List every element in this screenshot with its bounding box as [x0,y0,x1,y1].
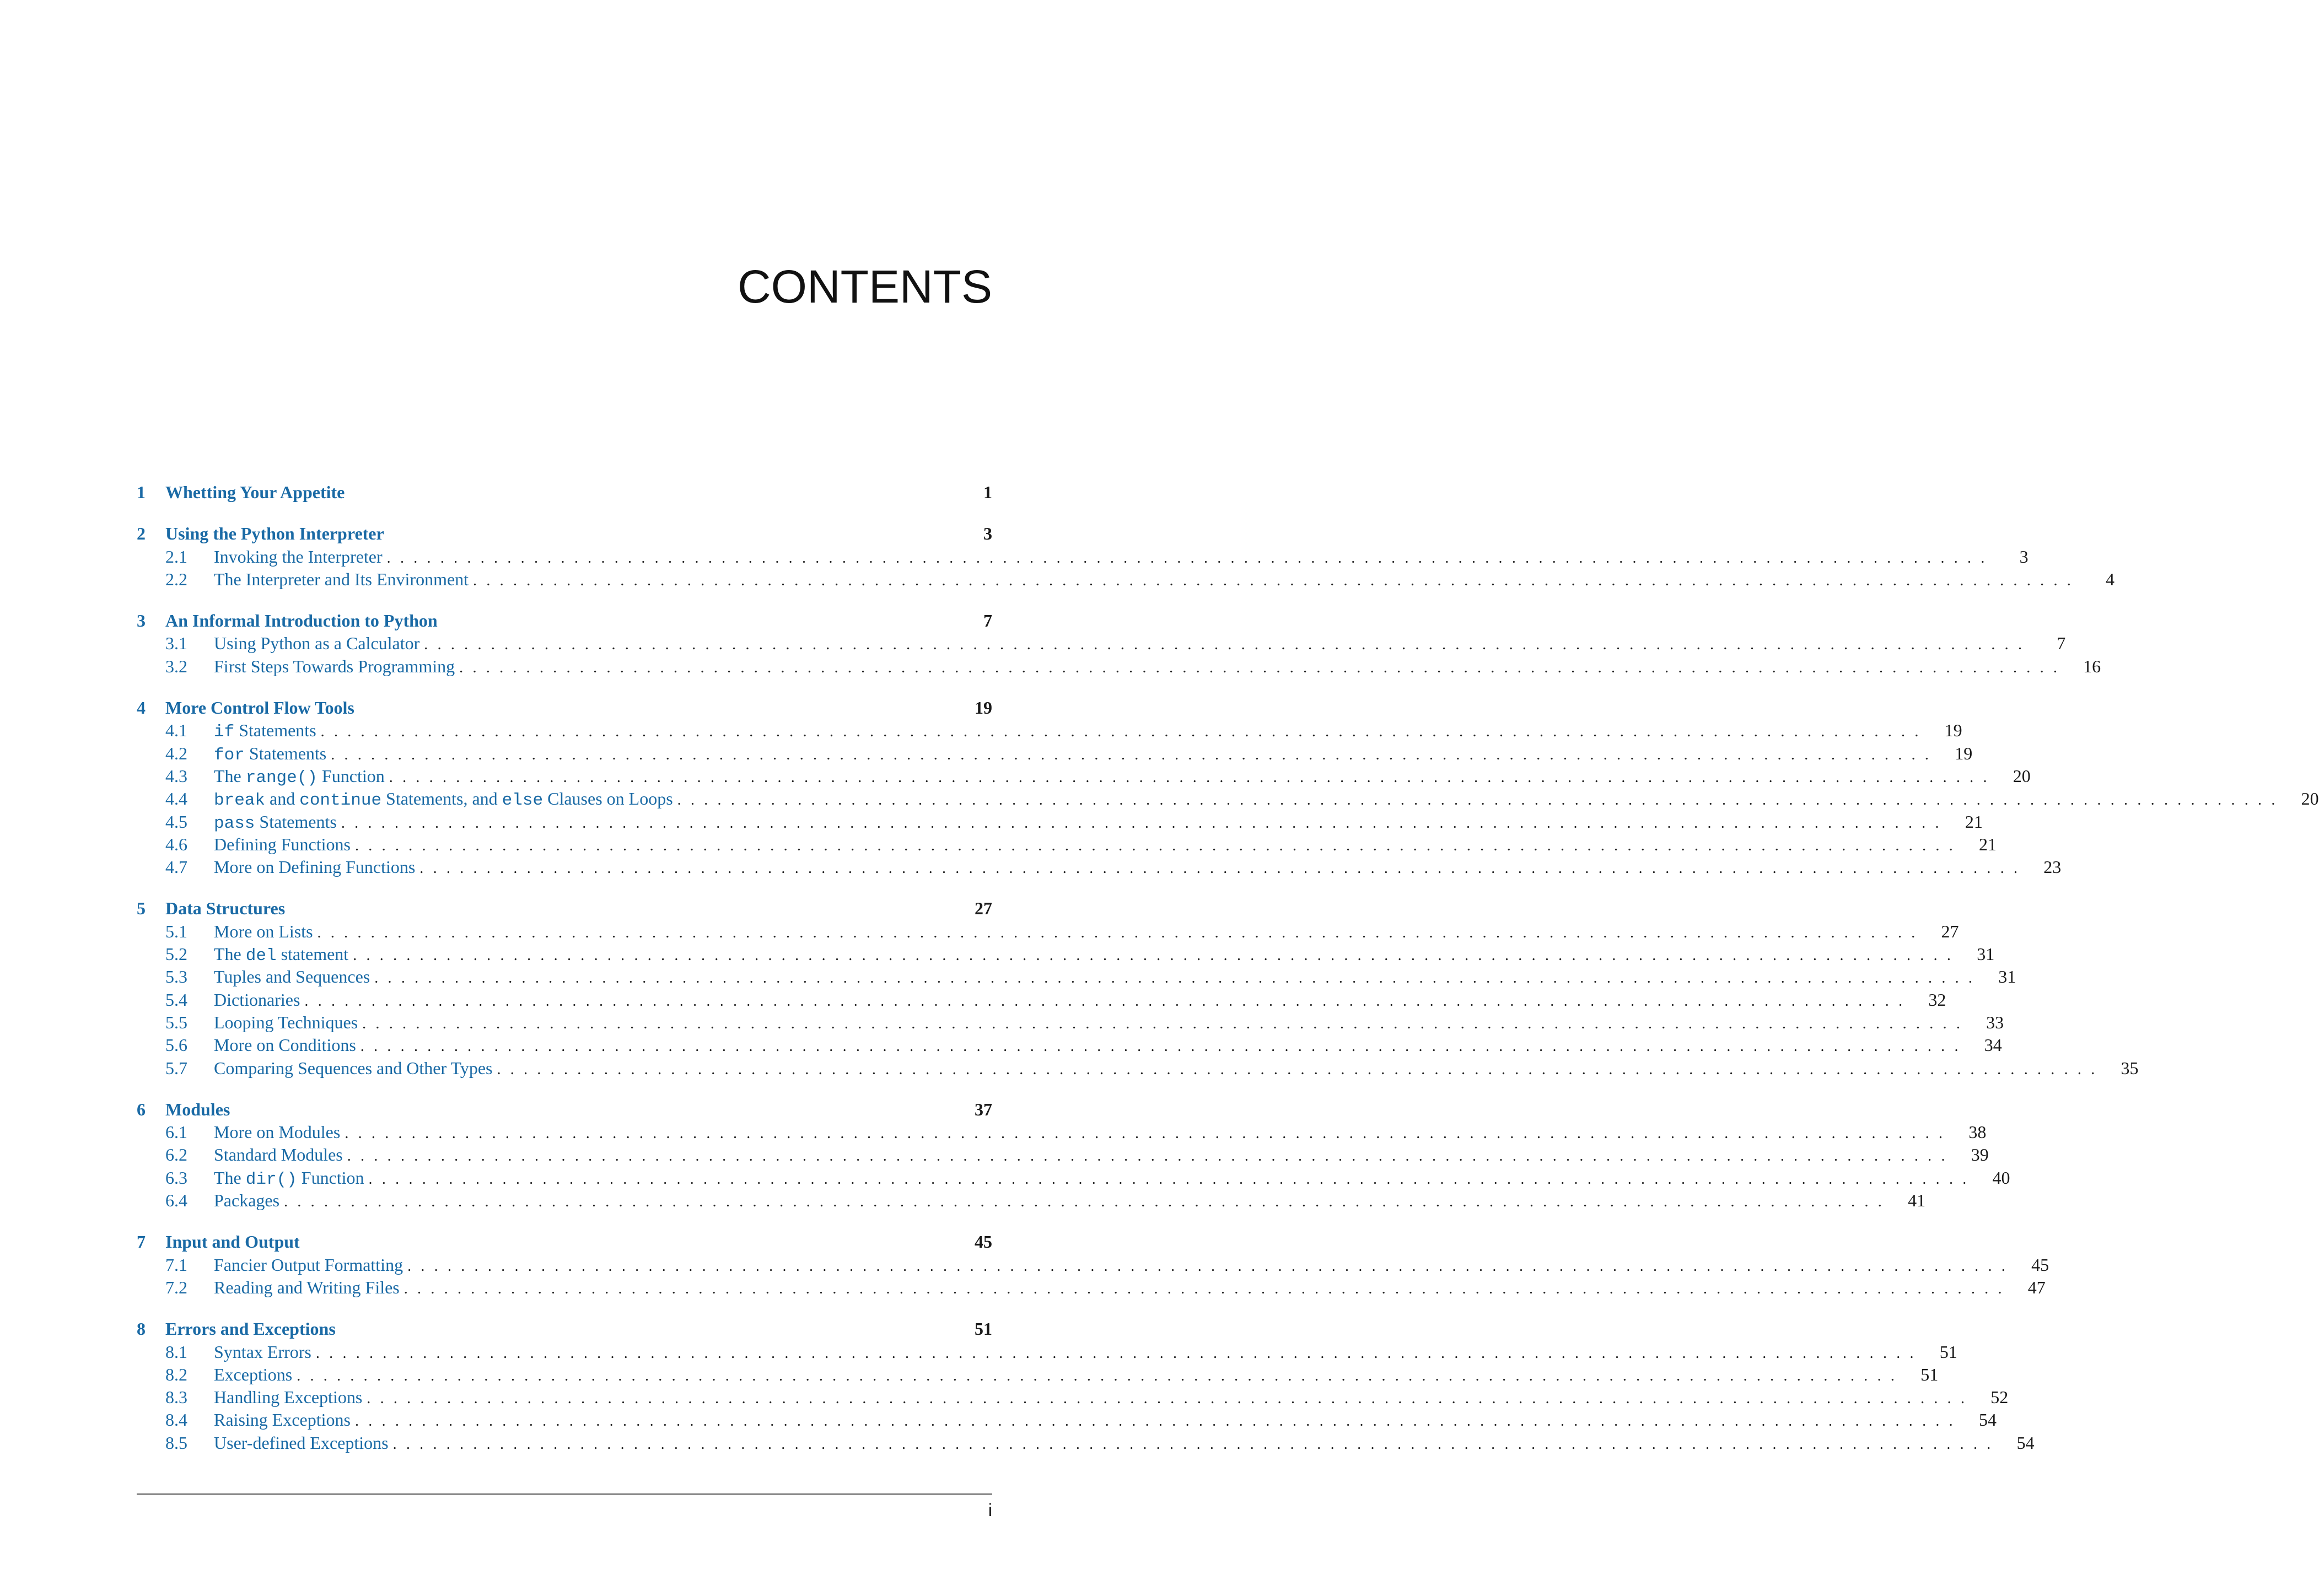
dot-leader: ........................................................................................................................ [386,549,1994,567]
section-title-link[interactable] [214,811,341,835]
section-page-number: 19 [1944,720,1962,741]
toc-chapter-entry[interactable] [137,1231,992,1253]
dot-leader: ........................................................................................................................ [407,1257,2015,1275]
dot-leader: ........................................................................................................................ [374,969,1982,987]
section-number[interactable]: 6.1 [165,1122,187,1142]
section-title-link[interactable] [214,1276,404,1299]
chapter-title-link[interactable]: Whetting Your Appetite [165,482,345,502]
section-title-text: More on Conditions [214,1035,356,1055]
section-title-link[interactable] [214,1167,369,1191]
section-title-text: Fancier Output Formatting [214,1254,403,1275]
section-title-text: Reading and Writing Files [214,1277,400,1297]
section-number[interactable]: 6.3 [165,1167,187,1188]
toc-section-entry[interactable] [137,1144,1989,1166]
dot-leader: ........................................................................................................................ [389,768,1997,786]
toc-section-entry[interactable] [137,1363,1939,1386]
section-number[interactable]: 5.6 [165,1035,187,1055]
section-title-link[interactable] [214,632,424,655]
chapter-title-link[interactable]: Errors and Exceptions [165,1319,336,1339]
code-keyword: range() [245,768,318,788]
section-title-text: The [214,765,246,786]
dot-leader: ........................................................................................................................ [345,1125,1952,1142]
dot-leader: ........................................................................................................................ [331,746,1939,763]
dot-leader: ........................................................................................................................ [473,571,2081,589]
section-number[interactable]: 5.4 [165,989,187,1010]
section-number[interactable]: 4.5 [165,811,187,832]
section-title-link[interactable] [214,1341,316,1363]
toc-chapter [137,1318,2035,1454]
section-page-number: 41 [1908,1190,1926,1211]
section-title-link[interactable] [214,742,331,767]
toc-section-entry[interactable] [137,1189,1926,1212]
toc-section-entry[interactable] [137,1432,2035,1454]
toc-chapter-entry[interactable] [137,697,992,719]
chapter-number[interactable]: 5 [137,898,146,919]
section-title-text: Raising Exceptions [214,1410,351,1430]
toc-section-entry[interactable] [137,655,2101,678]
chapter-page-number: 19 [975,698,992,718]
footer-page-number: i [988,1500,992,1520]
toc-chapter [137,697,2319,878]
toc-section-entry[interactable] [137,765,2031,788]
section-number[interactable]: 6.2 [165,1145,187,1165]
toc-section-entry[interactable] [137,811,1983,833]
toc-section-entry[interactable] [137,719,1962,742]
dot-leader: ........................................................................................................................ [459,659,2067,676]
code-keyword: break [214,791,266,811]
section-title-link[interactable] [214,788,677,812]
dot-leader: ........................................................................................................................ [362,1015,1970,1032]
section-title-text: Packages [214,1190,280,1211]
section-title-link[interactable] [214,1189,284,1212]
dot-leader: ........................................................................................................................ [347,1147,1955,1165]
dot-leader: ........................................................................................................................ [315,1344,1923,1362]
section-number[interactable]: 3.1 [165,633,187,654]
section-title-text: Clauses on Loops [543,789,673,809]
section-title-link[interactable] [214,568,473,591]
chapter-title-link[interactable]: Modules [165,1099,230,1119]
section-title-link[interactable] [214,1432,393,1454]
section-title-text: Statements [244,743,327,763]
section-page-number: 35 [2121,1058,2139,1078]
section-title-link[interactable] [214,833,355,856]
code-keyword: if [214,722,235,742]
section-number[interactable]: 8.1 [165,1341,187,1362]
section-page-number: 47 [2027,1277,2046,1297]
chapter-number[interactable]: 8 [137,1319,146,1339]
dot-leader: ........................................................................................................................ [419,860,2027,877]
toc-section-entry[interactable] [137,568,2115,591]
section-page-number: 38 [1968,1122,1987,1142]
section-number[interactable]: 4.4 [165,789,187,809]
section-page-number: 52 [1990,1387,2009,1408]
section-number[interactable]: 8.4 [165,1410,187,1430]
chapter-number[interactable]: 6 [137,1099,146,1119]
chapter-number[interactable]: 7 [137,1232,146,1252]
section-number[interactable]: 2.1 [165,546,187,567]
toc-section-entry[interactable] [137,833,1997,856]
section-page-number: 31 [1998,967,2016,987]
code-keyword: for [214,745,245,765]
toc-section-entry[interactable] [137,989,1946,1011]
dot-leader: ........................................................................................................................ [368,1170,1976,1188]
section-number[interactable]: 5.3 [165,967,187,987]
section-title-text: Syntax Errors [214,1341,311,1362]
section-title-link[interactable] [214,546,387,568]
toc-section-entry[interactable] [137,1167,2010,1189]
toc-section-entry[interactable] [137,1341,1957,1363]
toc-section-entry[interactable] [137,1034,2002,1056]
section-title-link[interactable] [214,920,318,943]
section-number[interactable]: 7.1 [165,1254,187,1275]
toc-section-entry[interactable] [137,1057,2139,1080]
chapter-number[interactable]: 4 [137,698,146,718]
dot-leader: ........................................................................................................................ [367,1390,1974,1408]
toc-chapter [137,481,992,504]
section-title-link[interactable] [214,1144,347,1166]
section-title-link[interactable] [214,1363,297,1386]
toc-section-entry[interactable] [137,632,2066,655]
section-page-number: 45 [2031,1254,2049,1275]
toc-section-entry[interactable] [137,1121,1987,1144]
section-title-link[interactable] [214,765,389,789]
section-title-link[interactable] [214,1057,497,1080]
section-title-link[interactable] [214,989,304,1011]
section-title-link[interactable] [214,655,459,678]
section-number[interactable]: 3.2 [165,656,187,676]
chapter-title-link[interactable]: Input and Output [165,1232,300,1252]
dot-leader: ........................................................................................................................ [317,924,1925,941]
section-title-text: More on Modules [214,1122,341,1142]
section-title-text: The [214,1167,246,1188]
toc-chapter-entry[interactable] [137,481,992,504]
section-page-number: 27 [1941,921,1959,941]
section-number[interactable]: 5.7 [165,1058,187,1078]
section-title-text: Defining Functions [214,834,351,854]
section-page-number: 51 [1939,1341,1957,1362]
section-title-text: statement [276,944,349,964]
toc-chapter [137,1231,2049,1299]
chapter-number[interactable]: 3 [137,611,146,631]
section-title-text: and [265,789,300,809]
section-title-text: Comparing Sequences and Other Types [214,1058,493,1078]
section-number[interactable]: 8.5 [165,1432,187,1453]
section-title-link[interactable] [214,1254,407,1276]
footer-rule [137,1493,992,1495]
dot-leader: ........................................................................................................................ [297,1367,1904,1384]
section-number[interactable]: 5.2 [165,944,187,964]
section-title-text: More on Defining Functions [214,857,416,877]
section-title-link[interactable] [214,966,374,988]
code-keyword: else [502,791,544,811]
section-title-link[interactable] [214,1409,355,1431]
section-number[interactable]: 7.2 [165,1277,187,1297]
toc-section-entry[interactable] [137,546,2029,568]
code-keyword: pass [214,813,255,833]
toc-chapter-entry[interactable] [137,897,992,920]
section-title-text: Using Python as a Calculator [214,633,420,654]
section-title-text: More on Lists [214,921,313,941]
toc-section-entry[interactable] [137,1409,1997,1431]
section-title-link[interactable] [214,856,419,878]
chapter-title-link[interactable]: Using the Python Interpreter [165,524,384,544]
chapter-title-link[interactable]: Data Structures [165,898,286,919]
toc-chapter-entry[interactable] [137,522,992,545]
dot-leader: ........................................................................................................................ [353,947,1961,964]
toc-section-entry[interactable] [137,1386,2009,1409]
dot-leader: ........................................................................................................................ [497,1060,2105,1078]
section-page-number: 16 [2083,656,2101,676]
section-title-link[interactable] [214,943,353,967]
section-page-number: 20 [2013,765,2031,786]
section-title-text: Dictionaries [214,989,300,1010]
section-title-text: Statements [234,720,316,741]
section-page-number: 33 [1986,1012,2004,1032]
section-number[interactable]: 4.3 [165,765,187,786]
dot-leader: ........................................................................................................................ [304,992,1912,1010]
section-title-text: Handling Exceptions [214,1387,363,1408]
section-page-number: 32 [1928,989,1946,1010]
toc-chapter [137,897,2139,1079]
section-title-link[interactable] [214,1011,362,1034]
section-title-link[interactable] [214,1121,345,1144]
chapter-page-number: 7 [983,611,992,631]
section-page-number: 54 [1978,1410,1997,1430]
code-keyword: dir() [245,1169,297,1189]
dot-leader: ........................................................................................................................ [354,837,1962,854]
section-title-text: User-defined Exceptions [214,1432,389,1453]
toc-chapter-entry[interactable] [137,1098,992,1121]
section-number[interactable]: 8.2 [165,1364,187,1384]
section-page-number: 3 [2019,546,2029,567]
toc-section-entry[interactable] [137,856,2062,878]
dot-leader: ........................................................................................................................ [403,1280,2011,1297]
dot-leader: ........................................................................................................................ [341,814,1949,832]
section-title-text: The Interpreter and Its Environment [214,569,469,589]
section-page-number: 23 [2043,857,2062,877]
section-number[interactable]: 6.4 [165,1190,187,1211]
section-number[interactable]: 2.2 [165,569,187,589]
section-title-text: Exceptions [214,1364,293,1384]
toc-section-entry[interactable] [137,788,2319,811]
section-number[interactable]: 4.6 [165,834,187,854]
section-page-number: 40 [1992,1167,2010,1188]
section-title-text: Standard Modules [214,1145,343,1165]
toc-section-entry[interactable] [137,943,1995,966]
section-page-number: 19 [1955,743,1973,763]
dot-leader: ........................................................................................................................ [360,1038,1968,1055]
dot-leader: ........................................................................................................................ [392,1435,2000,1453]
dot-leader: ........................................................................................................................ [284,1193,1892,1211]
toc-chapter [137,522,2115,591]
code-keyword: continue [299,791,382,811]
code-keyword: del [245,946,277,966]
section-number[interactable]: 5.1 [165,921,187,941]
section-title-text: Function [317,765,385,786]
section-page-number: 51 [1920,1364,1939,1384]
section-number[interactable]: 4.7 [165,857,187,877]
toc-chapter [137,610,2101,678]
chapter-title-link[interactable]: More Control Flow Tools [165,698,354,718]
section-title-text: Tuples and Sequences [214,967,370,987]
chapter-number[interactable]: 2 [137,524,146,544]
dot-leader: ........................................................................................................................ [424,636,2032,654]
dot-leader: ........................................................................................................................ [320,723,1928,741]
section-page-number: 21 [1965,811,1983,832]
toc-section-entry[interactable] [137,1254,2049,1276]
dot-leader: ........................................................................................................................ [354,1412,1962,1430]
chapter-page-number: 27 [975,898,992,919]
section-number[interactable]: 4.2 [165,743,187,763]
toc-chapter-entry[interactable] [137,1318,992,1340]
section-page-number: 34 [1984,1035,2002,1055]
section-page-number: 7 [2057,633,2066,654]
dot-leader: ........................................................................................................................ [677,791,2285,809]
section-title-text: Statements [255,811,337,832]
section-title-link[interactable] [214,1034,361,1056]
toc-section-entry[interactable] [137,742,1973,765]
chapter-page-number: 51 [975,1319,992,1339]
section-title-link[interactable] [214,719,321,743]
section-page-number: 39 [1971,1145,1989,1165]
section-title-text: The [214,944,246,964]
toc-section-entry[interactable] [137,966,2016,988]
section-page-number: 54 [2016,1432,2035,1453]
section-title-text: Statements, and [381,789,502,809]
table-of-contents [137,481,2319,1473]
section-page-number: 4 [2106,569,2115,589]
chapter-page-number: 3 [983,524,992,544]
section-page-number: 20 [2301,789,2319,809]
section-title-text: Function [297,1167,364,1188]
page-title: CONTENTS [738,261,992,312]
section-number[interactable]: 4.1 [165,720,187,741]
section-number[interactable]: 5.5 [165,1012,187,1032]
section-page-number: 21 [1978,834,1997,854]
section-title-text: First Steps Towards Programming [214,656,455,676]
chapter-page-number: 45 [975,1232,992,1252]
chapter-page-number: 1 [983,482,992,502]
chapter-title-link[interactable]: An Informal Introduction to Python [165,611,438,631]
toc-section-entry[interactable] [137,920,1959,943]
section-page-number: 31 [1977,944,1995,964]
section-title-text: Looping Techniques [214,1012,358,1032]
toc-section-entry[interactable] [137,1011,2004,1034]
toc-section-entry[interactable] [137,1276,2046,1299]
section-number[interactable]: 8.3 [165,1387,187,1408]
toc-chapter-entry[interactable] [137,610,992,632]
chapter-page-number: 37 [975,1099,992,1119]
chapter-number[interactable]: 1 [137,482,146,502]
section-title-link[interactable] [214,1386,367,1409]
toc-chapter [137,1098,2010,1212]
section-title-text: Invoking the Interpreter [214,546,383,567]
